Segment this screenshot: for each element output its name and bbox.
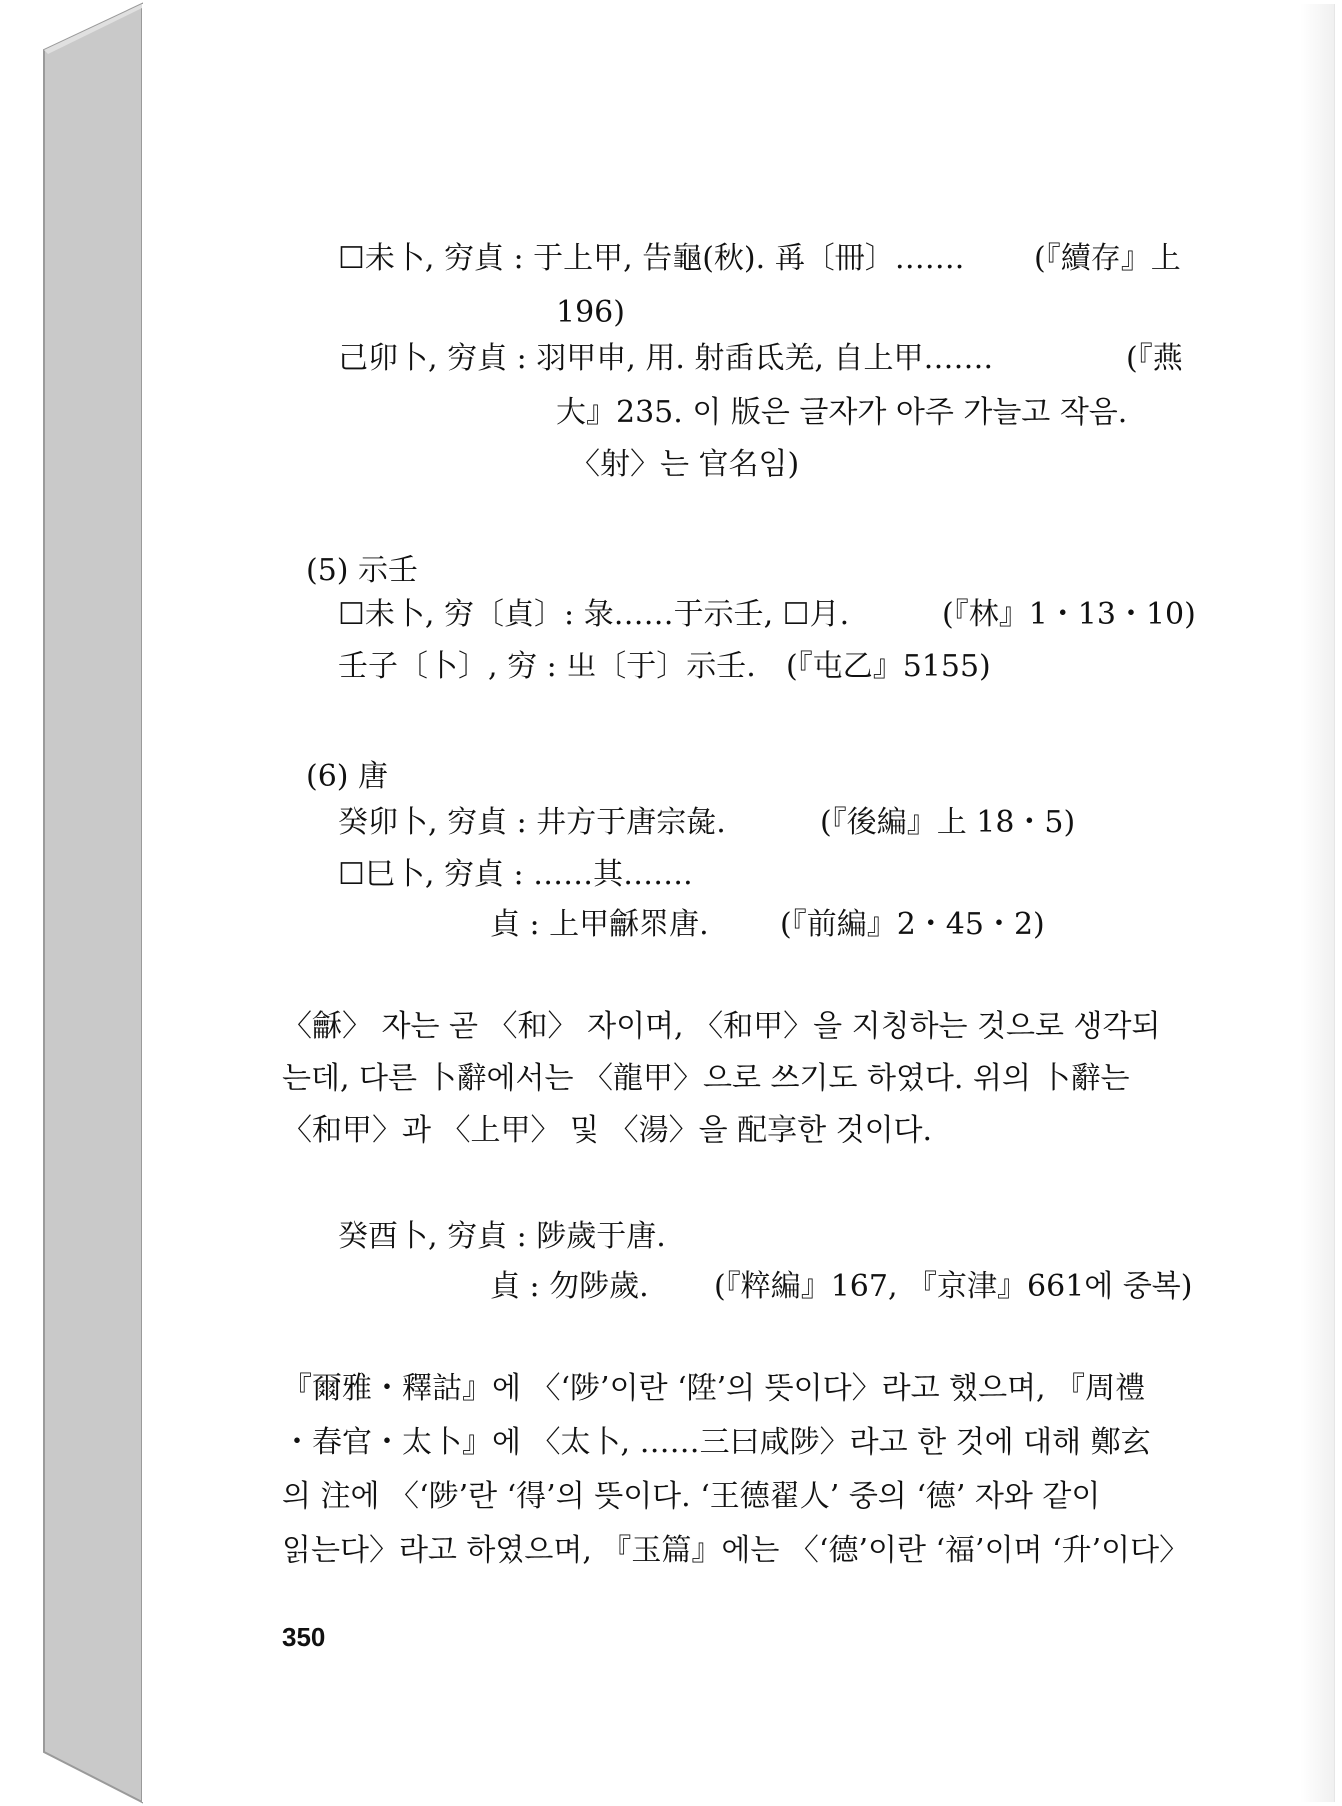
entry-1-prefix: ☐未卜, 穷貞 : — [338, 241, 534, 276]
paragraph-2-line-3: 의 注에 〈‘陟’란 ‘得’의 뜻이다. ‘王德翟人’ 중의 ‘德’ 자와 같이 — [282, 1479, 1101, 1514]
paragraph-1-line-2: 는데, 다른 卜辭에서는 〈龍甲〉으로 쓰기도 하였다. 위의 卜辭는 — [282, 1061, 1130, 1096]
section-6-line-2: ☐巳卜, 穷貞 : ……其……. — [338, 857, 693, 892]
block-3-line-1: 癸酉卜, 穷貞 : 陟歲于唐. — [338, 1219, 666, 1254]
block-3-line-2-citation: (『粹編』167, 『京津』661에 중복) — [714, 1269, 1193, 1304]
entry-2-continuation-2: 〈射〉는 官名임) — [570, 447, 800, 482]
entry-2-line — [338, 340, 993, 378]
section-6-line-3: 貞 : 上甲龢眔唐. — [490, 907, 709, 942]
section-5-line-2-citation: (『屯乙』5155) — [786, 649, 991, 684]
paragraph-2-line-1: 『爾雅・釋詁』에 〈‘陟’이란 ‘陞’의 뜻이다〉라고 했으며, 『周禮 — [282, 1371, 1146, 1406]
paragraph-2-line-2: ・春官・太卜』에 〈太卜, ……三曰咸陟〉라고 한 것에 대해 鄭玄 — [282, 1425, 1151, 1460]
section-6-line-3-citation: (『前編』2・45・2) — [780, 907, 1045, 942]
entry-1-continuation: 196) — [556, 295, 625, 330]
section-6-line-1: 癸卯卜, 穷貞 : 井方于唐宗彘. — [338, 805, 726, 840]
entry-2-citation: (『燕 — [1126, 341, 1183, 376]
paragraph-2-line-4: 읽는다〉라고 하였으며, 『玉篇』에는 〈‘德’이란 ‘福’이며 ‘升’이다〉 — [282, 1533, 1190, 1568]
entry-2-text: 羽甲申, 用. 射臿氐羌, 自上甲……. — [536, 341, 994, 376]
entry-2-prefix: 己卯卜, 穷貞 : — [338, 341, 537, 376]
page-shade — [1300, 4, 1334, 1802]
section-5-heading: (5) 示壬 — [306, 553, 419, 588]
entry-1-citation: (『續存』上 — [1034, 241, 1181, 276]
paragraph-1-line-1: 〈龢〉 자는 곧 〈和〉 자이며, 〈和甲〉을 지칭하는 것으로 생각되 — [282, 1009, 1161, 1044]
entry-1-line — [338, 240, 964, 278]
section-5-line-1: ☐未卜, 穷〔貞〕: 彔……于示壬, ☐月. — [338, 597, 850, 632]
section-6-line-1-citation: (『後編』上 18・5) — [820, 805, 1076, 840]
section-5-line-2: 壬子〔卜〕, 穷 : 㞢〔于〕示壬. — [338, 649, 756, 684]
entry-2-continuation: 大』235. 이 版은 글자가 아주 가늘고 작음. — [556, 395, 1128, 430]
section-6-heading: (6) 唐 — [306, 759, 389, 794]
entry-1-text: 于上甲, 告龜(秋). 爯〔冊〕……. — [533, 241, 965, 276]
page-number: 350 — [282, 1622, 326, 1652]
block-3-line-2: 貞 : 勿陟歲. — [490, 1269, 649, 1304]
paragraph-1-line-3: 〈和甲〉과 〈上甲〉 및 〈湯〉을 配享한 것이다. — [282, 1113, 933, 1148]
section-5-line-1-citation: (『林』1・13・10) — [942, 597, 1196, 632]
